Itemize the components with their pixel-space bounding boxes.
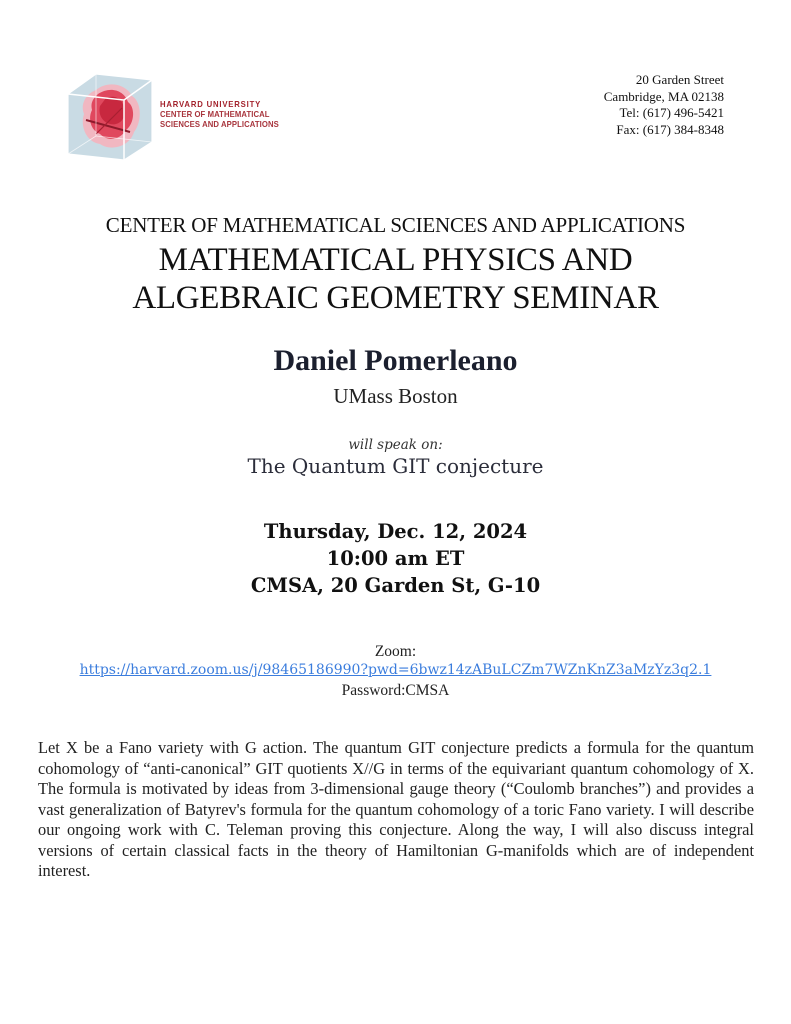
logo-wordmark (160, 99, 279, 129)
talk-intro: will speak on: (348, 437, 443, 453)
event-location: CMSA, 20 Garden St, G-10 (250, 574, 541, 597)
cube-logo-icon (66, 72, 154, 160)
address-fax: Fax: (617) 384-8348 (616, 121, 724, 137)
logo-line-center: CENTER OF MATHEMATICAL (160, 109, 270, 119)
abstract-paragraph: Let X be a Fano variety with G action. The quantum GIT conjecture predicts a formula for the quantum cohomology of “anti-canonical” GIT quotients X//G in terms of the equivariant quantum cohomology of X. The formula is motivated by ideas from 3-dimensional gauge theory (“Coulomb branches”) and provides a vast generalization of Batyrev's formula for the quantum cohomology of a toric Fano variety. I will describe our ongoing work with C. Teleman proving this conjecture. Along the way, I will also discuss integral versions of certain classical facts in the theory of Hamiltonian G-manifolds which are of independent interest. (38, 738, 754, 880)
cmsa-logo (66, 72, 279, 162)
zoom-link-container (0, 662, 791, 678)
seminar-title-line1: MATHEMATICAL PHYSICS AND (158, 242, 633, 278)
address-street: 20 Garden Street (635, 72, 724, 87)
seminar-title (0, 241, 791, 317)
talk-title: The Quantum GIT conjecture (247, 454, 544, 478)
logo-line-harvard: HARVARD UNIVERSITY (160, 99, 262, 109)
address-tel: Tel: (617) 496-5421 (619, 105, 724, 120)
contact-address (604, 72, 724, 138)
zoom-link[interactable]: https://harvard.zoom.us/j/98465186990?pwd=6bwz14zABuLCZm7WZnKnZ3aMzYz3q2.1 (79, 662, 712, 678)
speaker-name: Daniel Pomerleano (273, 344, 518, 377)
event-details (0, 518, 791, 599)
event-time: 10:00 am ET (326, 547, 465, 570)
zoom-label: Zoom: (374, 643, 417, 660)
zoom-password: Password:CMSA (341, 682, 450, 699)
seminar-title-line2: ALGEBRAIC GEOMETRY SEMINAR (132, 280, 659, 316)
logo-line-sciences: SCIENCES AND APPLICATIONS (160, 119, 279, 129)
address-city: Cambridge, MA 02138 (603, 88, 724, 104)
speaker-affiliation: UMass Boston (333, 384, 458, 408)
org-heading: CENTER OF MATHEMATICAL SCIENCES AND APPLICATIONS (105, 213, 686, 237)
event-date: Thursday, Dec. 12, 2024 (263, 520, 528, 543)
